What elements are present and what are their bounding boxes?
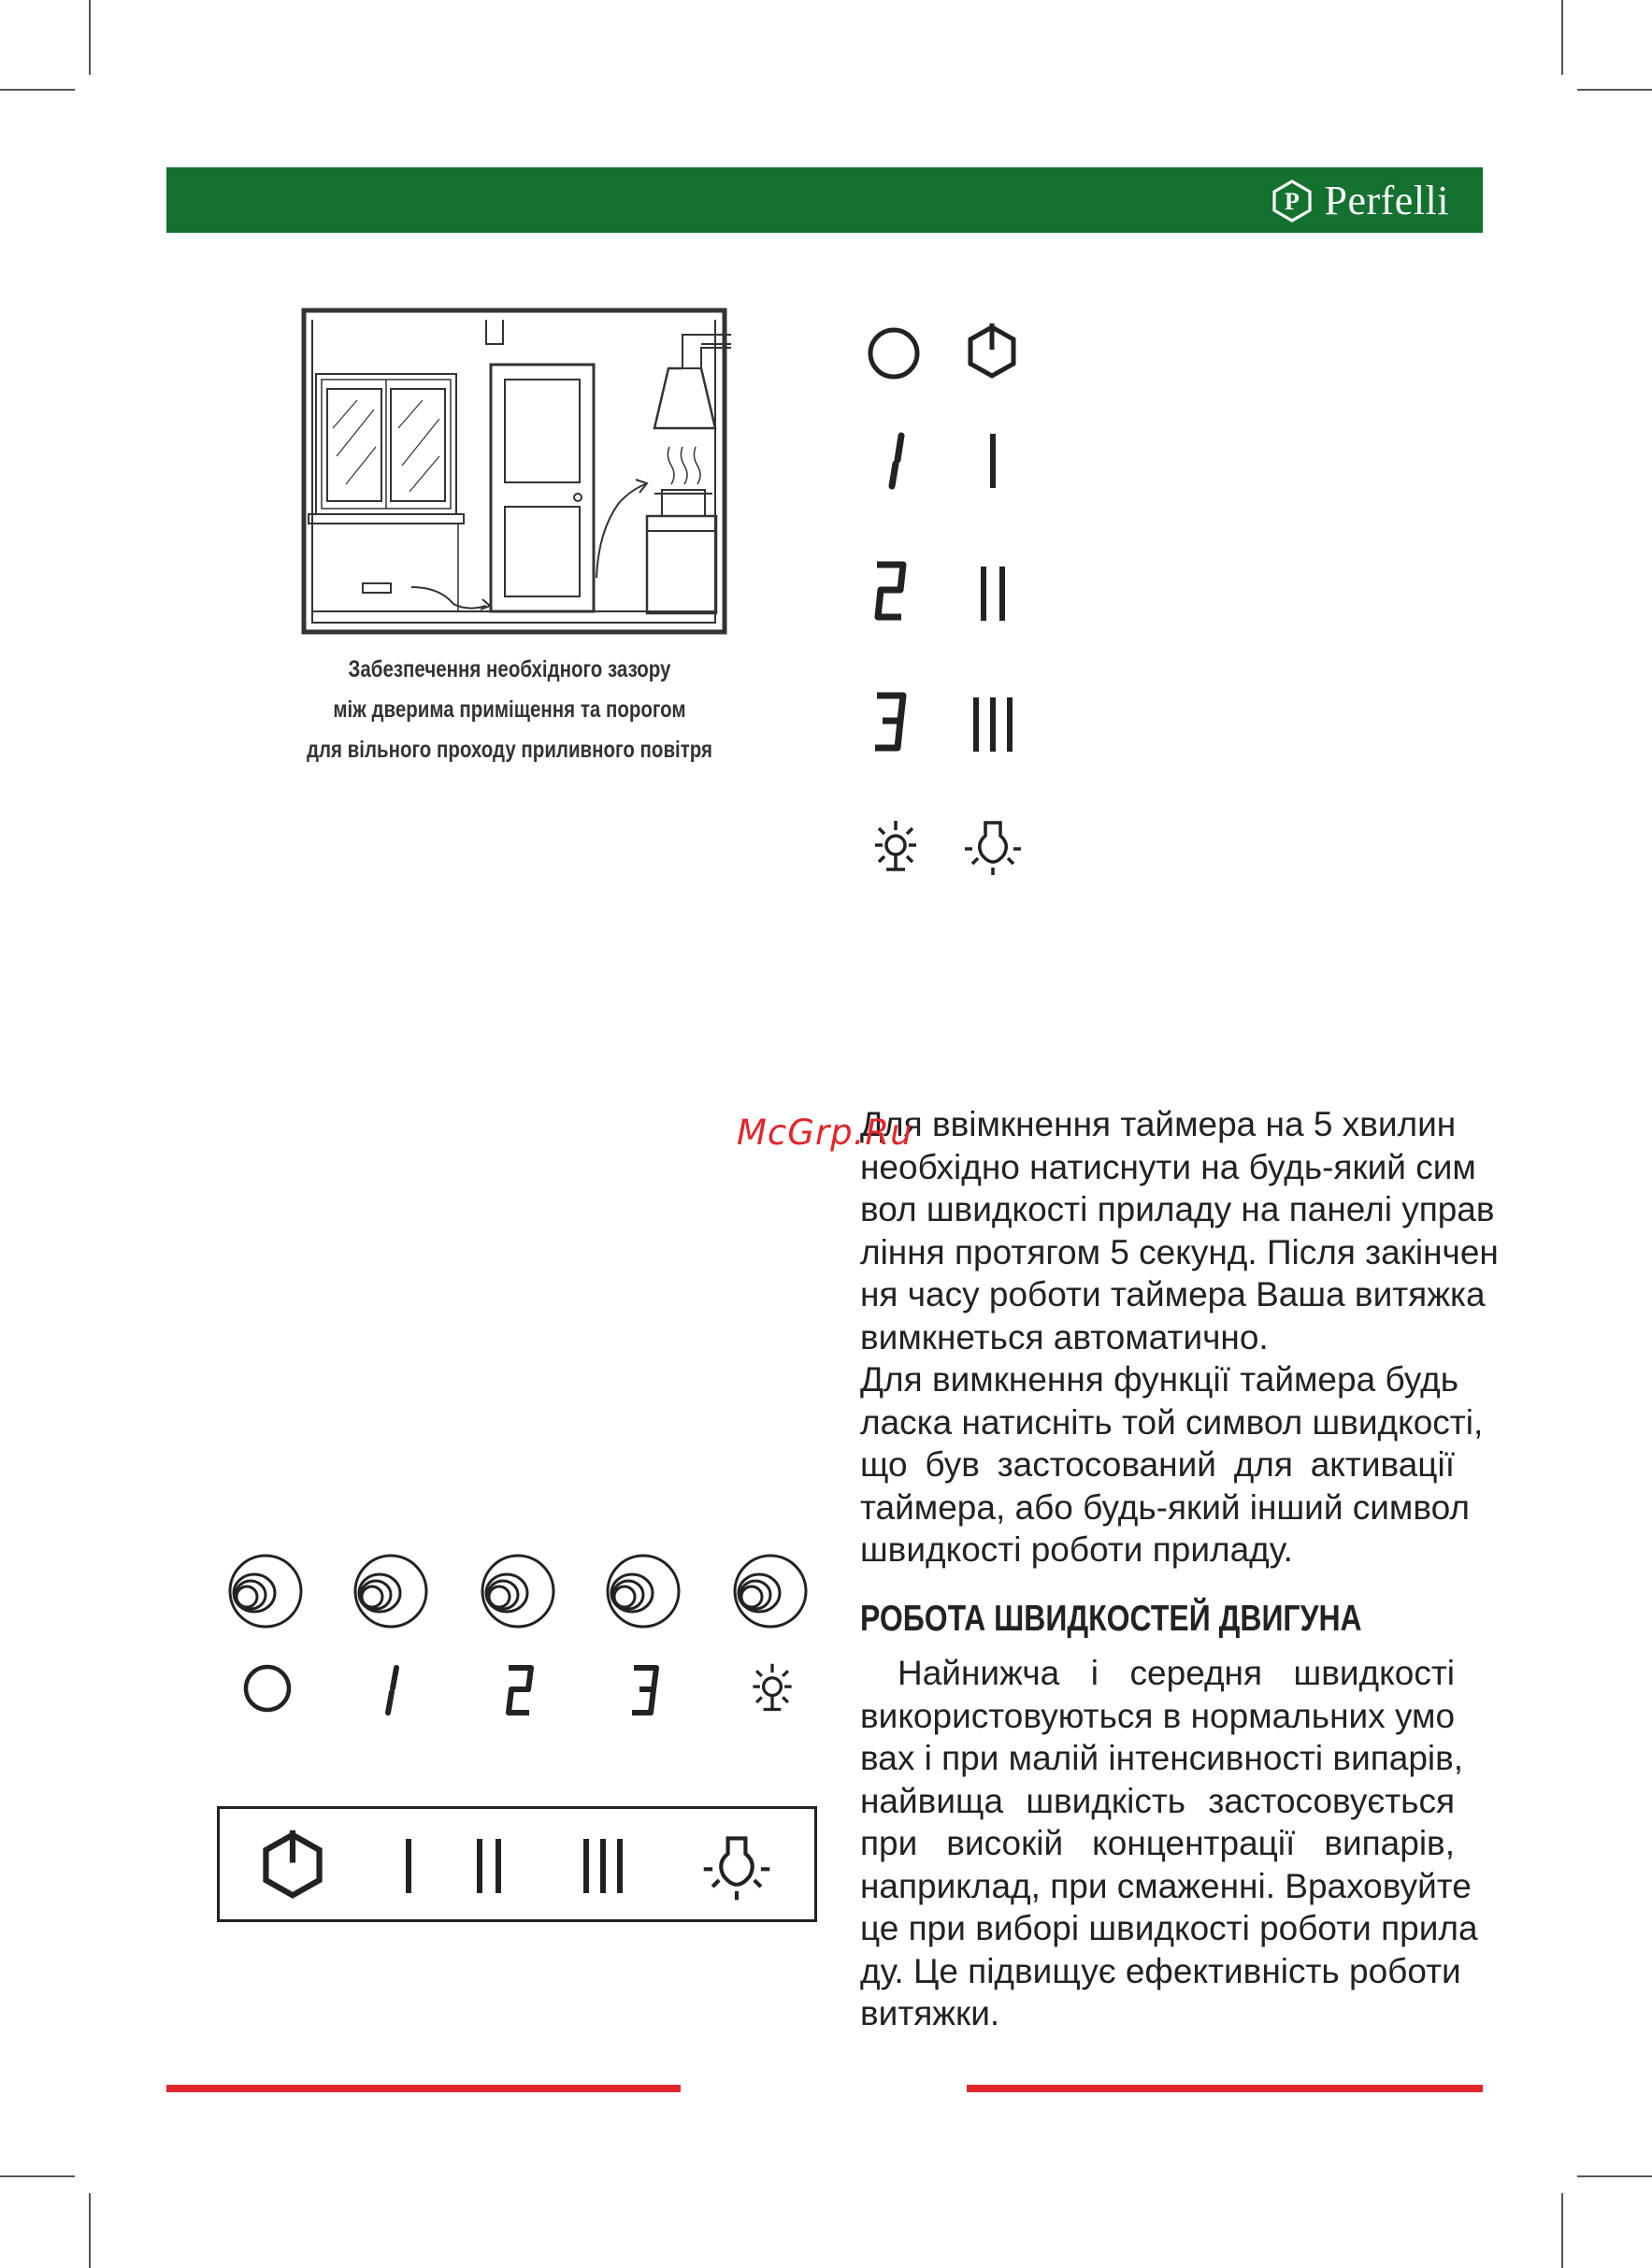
text-line: ня часу роботи таймера Ваша витяжка [860, 1275, 1486, 1313]
footer-rule-right [967, 2085, 1483, 2092]
perfelli-logo-icon [1270, 179, 1314, 223]
knob-label-3 [626, 1662, 664, 1718]
light-bulb-icon [866, 817, 926, 877]
caption-line: для вільного проходу приливного повітря [306, 737, 713, 763]
crop-mark [1577, 89, 1652, 91]
speed-II-button[interactable] [472, 1835, 506, 1897]
text-line: Для вимкнення функції таймера будь [860, 1360, 1458, 1399]
crop-mark [1561, 0, 1563, 75]
off-circle-icon [241, 1662, 294, 1715]
crop-mark [89, 0, 91, 75]
knob-light [722, 1552, 812, 1630]
brand-name: Perfelli [1324, 178, 1449, 223]
speed-2-digit [869, 559, 911, 624]
speed-III-button[interactable] [579, 1835, 627, 1897]
text-line: найвища швидкість застосовується [860, 1781, 1455, 1820]
illustration-caption [283, 650, 736, 770]
watermark: McGrp.Ru [737, 1112, 913, 1153]
crop-mark [89, 2193, 91, 2268]
section-title: РОБОТА ШВИДКОСТЕЙ ДВИГУНА [860, 1599, 1362, 1639]
crop-mark [0, 2175, 75, 2177]
text-line: це при виборі швидкості роботи прила [860, 1909, 1478, 1947]
bar-1-icon [984, 430, 1002, 492]
symbols-legend [860, 318, 1047, 897]
speed-3-digit [869, 690, 911, 755]
brand-monogram: P [1285, 187, 1300, 215]
footer-rule-left [166, 2085, 681, 2092]
speed-III-symbol [969, 694, 1017, 755]
crop-mark [1577, 2175, 1652, 2177]
text-line: ду. Це підвищує ефективність роботи [860, 1951, 1461, 1990]
text-line: вах і при малій інтенсивності випарів, [860, 1739, 1464, 1777]
off-circle-icon [866, 325, 922, 381]
speed-II-symbol [976, 563, 1010, 624]
knob-off [217, 1552, 307, 1630]
speeds-paragraph [860, 1652, 1478, 2035]
timer-paragraph [860, 1103, 1499, 1572]
segment-digit-icon [877, 428, 914, 494]
text-line: таймера, або будь-який інший символ [860, 1487, 1470, 1527]
text-line: необхідно натиснути на будь-який сим [860, 1147, 1476, 1186]
text-line: при високій концентрації випарів, [860, 1824, 1455, 1862]
bar-3-icon [969, 694, 1017, 755]
text-line: Для ввімкнення таймера на 5 хвилин [860, 1105, 1457, 1143]
light-bulb-icon [744, 1660, 800, 1716]
knob-panel [213, 1552, 821, 1739]
brand-logo [1270, 177, 1449, 224]
light-bulb-outline-icon [959, 815, 1027, 879]
light-bulb-outline-icon[interactable] [695, 1830, 779, 1904]
speed-I-button[interactable] [399, 1835, 418, 1897]
touch-control-panel [217, 1806, 817, 1922]
knob-label-1 [374, 1662, 411, 1718]
kitchen-airflow-illustration [299, 307, 731, 636]
knob-speed-3 [595, 1552, 684, 1630]
text-line: Найнижча і середня швидкості [898, 1654, 1455, 1692]
text-line: ління протягом 5 секунд. Після закінчен [860, 1232, 1499, 1271]
crop-mark [0, 89, 75, 91]
speed-1-digit [877, 428, 914, 494]
text-line: наприклад, при смаженні. Враховуйте [860, 1866, 1472, 1905]
caption-line: Забезпечення необхідного зазору [348, 656, 671, 682]
text-line: витяжки. [860, 1994, 1000, 2032]
caption-line: між дверима приміщення та порогом [333, 696, 686, 723]
speed-I-symbol [984, 430, 1002, 492]
power-hexagon-icon[interactable] [259, 1828, 326, 1902]
knob-speed-2 [469, 1552, 559, 1630]
segment-digit-icon [869, 559, 911, 624]
power-hexagon-icon [965, 322, 1019, 381]
knob-label-2 [501, 1662, 539, 1718]
header-bar [166, 167, 1483, 233]
text-line: що був застосований для активації [860, 1445, 1455, 1484]
crop-mark [1561, 2193, 1563, 2268]
text-line: вимкнеться автоматично. [860, 1317, 1269, 1356]
text-line: швидкості роботи приладу. [860, 1530, 1293, 1569]
segment-digit-icon [869, 690, 911, 755]
bar-2-icon [976, 563, 1010, 624]
text-line: вол швидкості приладу на панелі управ [860, 1190, 1495, 1228]
text-line: ласка натисніть той символ швидкості, [860, 1402, 1484, 1442]
knob-speed-1 [342, 1552, 432, 1630]
text-line: використовуються в нормальних умо [860, 1696, 1456, 1735]
